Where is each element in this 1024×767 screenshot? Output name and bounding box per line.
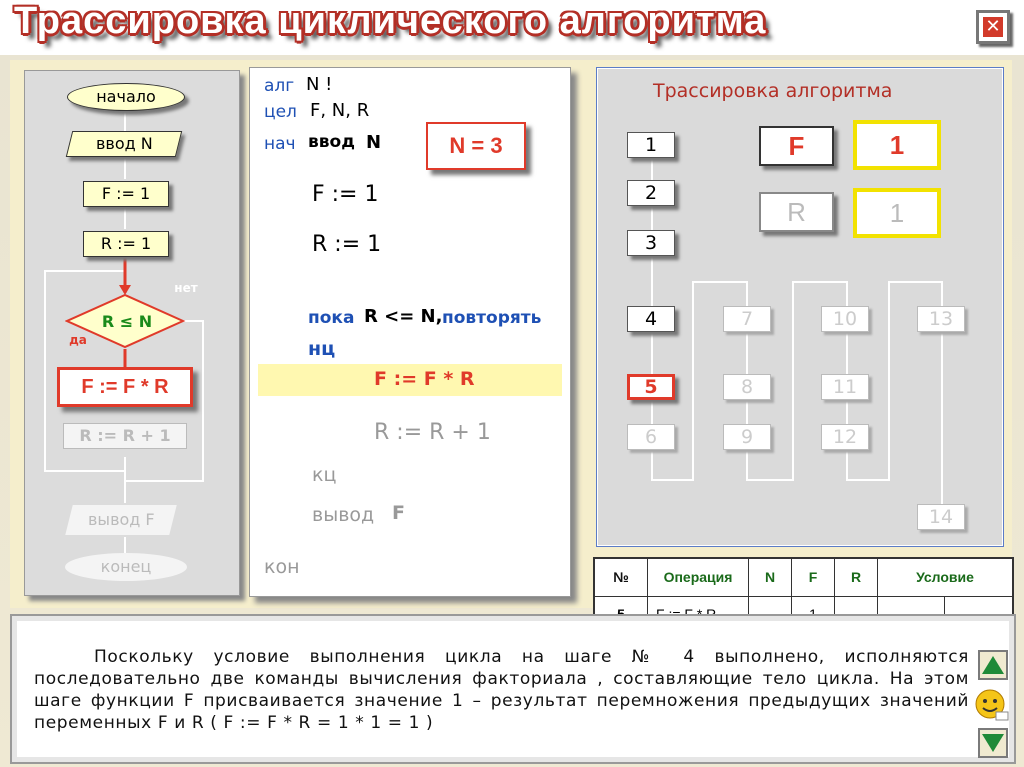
var-f-label: F	[759, 126, 834, 166]
trace-step-11[interactable]: 11	[821, 374, 869, 400]
flow-body-f: F := F * R	[57, 367, 193, 407]
flowchart-panel	[24, 70, 240, 596]
trace-panel	[596, 67, 1004, 547]
flow-output: вывод F	[65, 505, 176, 535]
col-condition: Условие	[878, 558, 1014, 596]
nav-up-button[interactable]	[978, 650, 1008, 680]
code-while-keyword: пока	[308, 308, 355, 328]
var-f-value: 1	[853, 120, 941, 170]
var-r-label: R	[759, 192, 834, 232]
flow-no-label: нет	[174, 281, 198, 295]
code-begin-keyword: нач	[264, 134, 296, 154]
code-body-f: F := F * R	[374, 368, 475, 390]
nav-down-button[interactable]	[978, 728, 1008, 758]
trace-step-12[interactable]: 12	[821, 424, 869, 450]
code-output-keyword: вывод	[312, 504, 375, 526]
flow-f-assign: F := 1	[83, 181, 169, 207]
arrow-up-icon	[980, 652, 1006, 678]
code-loop-start: нц	[308, 338, 336, 360]
code-input-var: N	[366, 132, 382, 153]
code-input-keyword: ввод	[308, 132, 355, 152]
code-alg-keyword: алг	[264, 76, 295, 96]
flow-condition-label: R ≤ N	[101, 312, 153, 331]
col-n: N	[749, 558, 792, 596]
smiley-helper-icon	[972, 684, 1010, 722]
col-f: F	[792, 558, 835, 596]
code-repeat-keyword: повторять	[442, 308, 542, 328]
table-header-row	[594, 558, 1013, 596]
col-r: R	[835, 558, 878, 596]
flow-end: конец	[65, 553, 187, 581]
trace-step-10[interactable]: 10	[821, 306, 869, 332]
col-number: №	[594, 558, 648, 596]
code-line-r: R := 1	[312, 232, 382, 257]
flow-yes-label: да	[69, 333, 87, 347]
code-while-cond: R <= N,	[364, 306, 443, 327]
trace-step-2[interactable]: 2	[627, 180, 675, 206]
close-icon: ✕	[983, 17, 1003, 37]
flow-body-r: R := R + 1	[63, 423, 187, 449]
code-body-r: R := R + 1	[374, 420, 491, 445]
trace-step-3[interactable]: 3	[627, 230, 675, 256]
code-int-vars: F, N, R	[310, 100, 370, 121]
code-panel	[249, 67, 571, 597]
close-button[interactable]	[976, 10, 1010, 44]
var-r-value: 1	[853, 188, 941, 238]
page-title: Трассировка циклического алгоритма	[14, 0, 767, 42]
arrow-down-icon	[980, 730, 1006, 756]
helper-button[interactable]	[972, 684, 1010, 722]
trace-step-9[interactable]: 9	[723, 424, 771, 450]
trace-step-13[interactable]: 13	[917, 306, 965, 332]
flow-start: начало	[67, 83, 185, 111]
trace-step-5-current[interactable]: 5	[627, 374, 675, 400]
code-end-keyword: кон	[264, 556, 300, 578]
flow-input: ввод N	[66, 131, 182, 157]
code-output-var: F	[392, 502, 405, 524]
code-line-f: F := 1	[312, 182, 379, 207]
trace-step-7[interactable]: 7	[723, 306, 771, 332]
trace-step-14[interactable]: 14	[917, 504, 965, 530]
trace-step-6[interactable]: 6	[627, 424, 675, 450]
n-value-badge: N = 3	[426, 122, 526, 170]
explanation-panel	[10, 614, 1016, 764]
flow-r-assign: R := 1	[83, 231, 169, 257]
code-alg-name: N !	[306, 74, 333, 95]
trace-step-8[interactable]: 8	[723, 374, 771, 400]
code-int-keyword: цел	[264, 102, 297, 122]
code-loop-end: кц	[312, 464, 337, 486]
trace-step-1[interactable]: 1	[627, 132, 675, 158]
explanation-text: Поскольку условие выполнения цикла на шаге № 4 выполнено, исполняются последовательно две команды вычисления факториала , составляющие тело цикла. На этом шаге функции F присваивается значение 1 – результат перемножения предыдущих значений переменных F и R ( F := F * R = 1 * 1 = 1 )	[34, 647, 969, 733]
trace-heading: Трассировка алгоритма	[653, 80, 893, 102]
trace-step-4[interactable]: 4	[627, 306, 675, 332]
col-operation: Операция	[648, 558, 749, 596]
